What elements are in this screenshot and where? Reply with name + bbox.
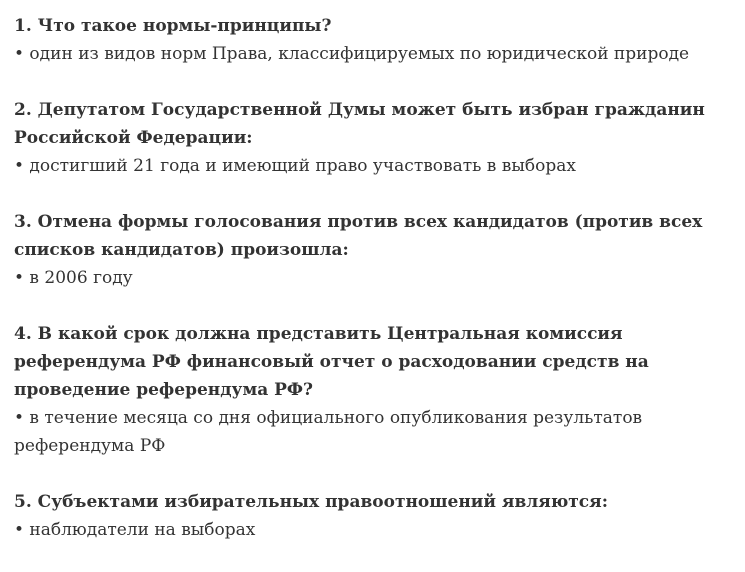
- qa-item-5: [14, 488, 734, 544]
- qa-list: [14, 12, 734, 572]
- qa-item-4: [14, 320, 734, 460]
- qa-item-1: [14, 12, 734, 68]
- question-text: 4. В какой срок должна представить Центральная комиссия референдума РФ финансовый отчет о расходовании средств на проведение референдума РФ?: [14, 324, 649, 400]
- answer-text: • в течение месяца со дня официального опубликования результатов референдума РФ: [14, 408, 643, 456]
- question-text: 2. Депутатом Государственной Думы может быть избран гражданин Российской Федерации:: [14, 100, 705, 148]
- answer-text: • достигший 21 года и имеющий право участвовать в выборах: [14, 156, 576, 176]
- answer-text: • наблюдатели на выборах: [14, 520, 256, 540]
- question-text: 1. Что такое нормы-принципы?: [14, 16, 332, 36]
- question-text: 5. Субъектами избирательных правоотношений являются:: [14, 492, 608, 512]
- qa-item-3: [14, 208, 734, 292]
- answer-text: • один из видов норм Права, классифицируемых по юридической природе: [14, 44, 690, 64]
- qa-item-2: [14, 96, 734, 180]
- question-text: 3. Отмена формы голосования против всех кандидатов (против всех списков кандидатов) произошла:: [14, 212, 703, 260]
- answer-text: • в 2006 году: [14, 268, 133, 288]
